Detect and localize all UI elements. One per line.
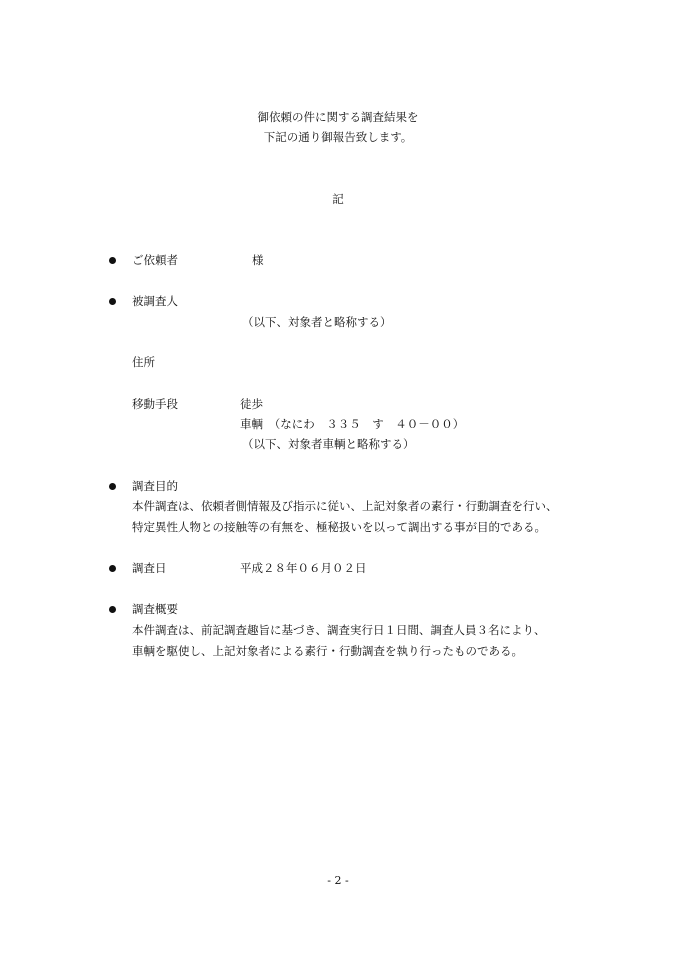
vehicle-line: 車輌 （なにわ ３３５ す ４０－００） (240, 417, 465, 431)
date-value: 平成２８年０６月０２日 (240, 561, 367, 575)
transport-label: 移動手段 (132, 397, 178, 411)
intro-line-2: 下記の通り御報告致します。 (263, 130, 413, 144)
purpose-line-1: 本件調査は、依頼者側情報及び指示に従い、上記対象者の素行・行動調査を行い、 (132, 499, 558, 513)
date-label: 調査日 (132, 561, 167, 575)
purpose-label: 調査目的 (132, 479, 178, 493)
overview-line-1: 本件調査は、前記調査趣旨に基づき、調査実行日１日間、調査人員３名により、 (132, 623, 546, 637)
transport-walk: 徒歩 (240, 397, 263, 411)
ki-heading: 記 (332, 192, 344, 206)
purpose-line-2: 特定異性人物との接触等の有無を、極秘扱いを以って調出する事が目的である。 (132, 520, 546, 534)
bullet-date (109, 565, 116, 572)
bullet-overview (109, 606, 116, 613)
bullet-subject (109, 298, 116, 305)
overview-line-2: 車輌を駆使し、上記対象者による素行・行動調査を執り行ったものである。 (132, 644, 523, 658)
bullet-purpose (109, 483, 116, 490)
subject-label: 被調査人 (132, 294, 178, 308)
vehicle-note: （以下、対象者車輌と略称する） (242, 437, 415, 451)
subject-note: （以下、対象者と略称する） (242, 315, 392, 329)
client-suffix: 様 (252, 253, 264, 267)
address-label: 住所 (132, 355, 155, 369)
client-label: ご依頼者 (132, 253, 178, 267)
bullet-client (109, 257, 116, 264)
overview-label: 調査概要 (132, 602, 178, 616)
page-number: - 2 - (327, 874, 349, 887)
intro-line-1: 御依頼の件に関する調査結果を (257, 110, 419, 124)
